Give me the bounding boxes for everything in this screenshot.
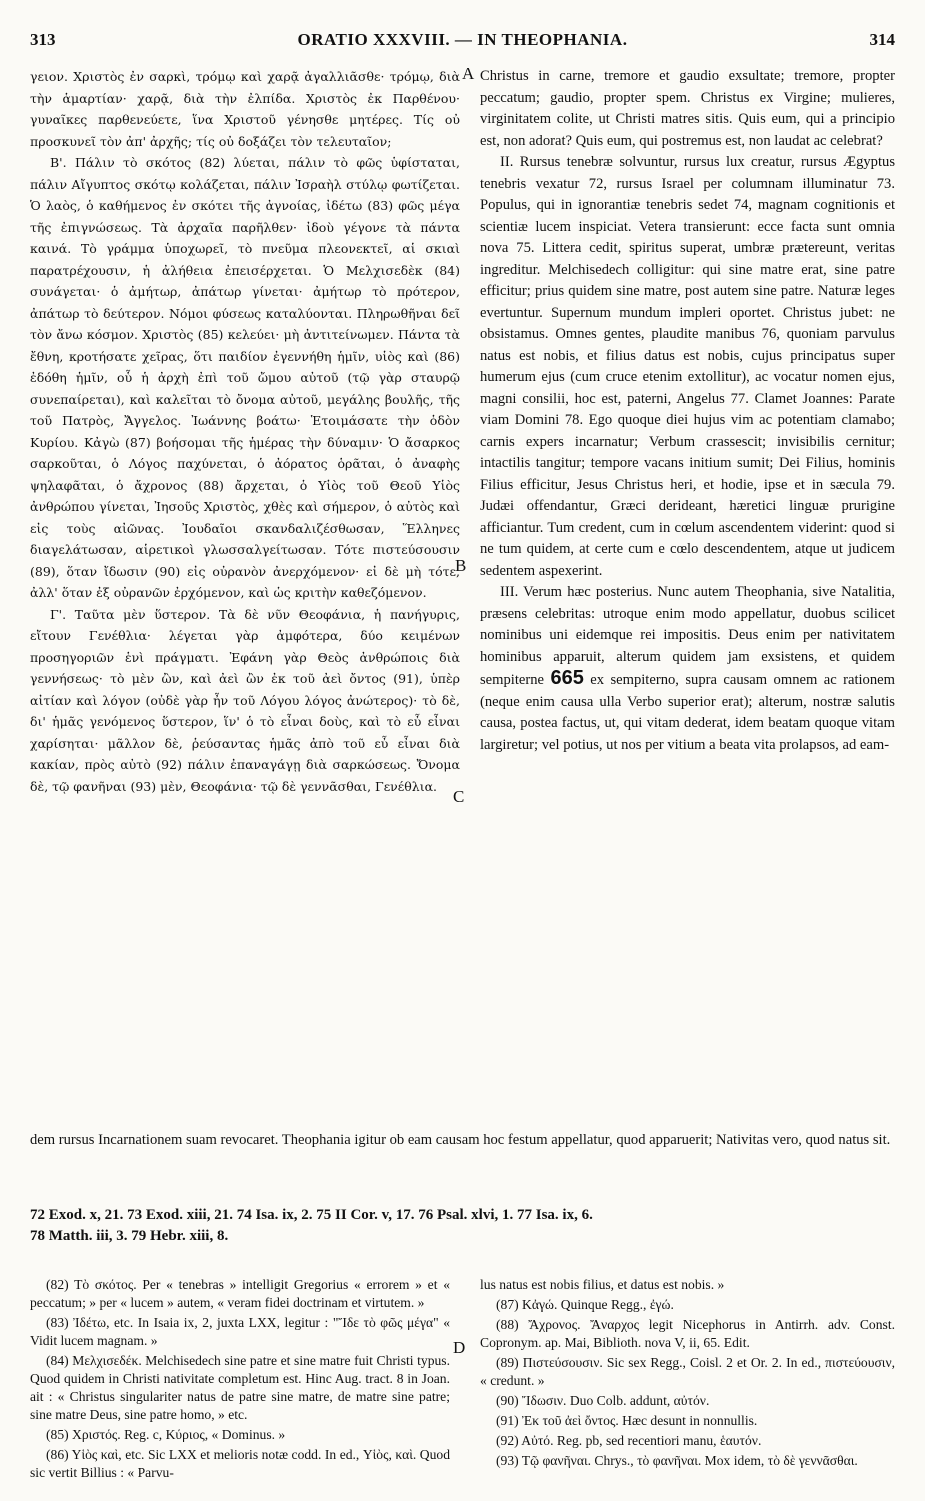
greek-column [30, 66, 460, 1130]
greek-paragraph-1: γειον. Χριστὸς ἐν σαρκὶ, τρόμῳ καὶ χαρᾷ ἀγαλλιᾶσθε· τρόμῳ, διὰ τὴν ἁμαρτίαν· χαρᾷ, διὰ τὴν ἐλπίδα. Χριστὸς ἐκ Παρθένου· γυναῖκες παρθενεύετε, ἵνα Χριστοῦ γένησθε μητέρες. Τίς οὐ προσκυνεῖ τὸν ἀπ' ἀρχῆς; τίς οὐ δοξάζει τὸν τελευταῖον; [30, 69, 460, 149]
reference-line-1: 72 Exod. x, 21. 73 Exod. xiii, 21. 74 Isa. ix, 2. 75 II Cor. v, 17. 76 Psal. xlvi, 1. 77 Isa. ix, 6. [30, 1207, 593, 1223]
footnotes-left [30, 1276, 450, 1484]
footnote: (82) Τὸ σκότος. Per « tenebras » intelligit Gregorius « errorem » et « peccatum; » per « lucem » autem, « veram fidei doctrinam et virtutem. » [30, 1277, 450, 1310]
latin-paragraph-3b: ex sempiterno, supra causam omnem ac rationem (neque enim causa ulla Verbo superior erat); alterum, nostræ salutis causa, postea factus, ut, qui vitam dederat, idem beatam quoque vitam largiretur; vel potius, ut nos per vitium a beata vita prolapsos, ad eam- [480, 672, 895, 753]
footnote: lus natus est nobis filius, et datus est nobis. » [480, 1277, 725, 1292]
footnote: (87) Κἀγώ. Quinque Regg., ἐγώ. [496, 1297, 674, 1312]
footnotes-right [480, 1276, 895, 1472]
page-number-left: 313 [30, 30, 56, 49]
footnote: (93) Τῷ φανῆναι. Chrys., τὸ φανῆναι. Mox idem, τὸ δὲ γεννᾶσθαι. [496, 1453, 858, 1468]
footnote: (88) Ἄχρονος. Ἄναρχος legit Nicephorus in Antirrh. adv. Const. Copronym. ap. Mai, Biblioth. nova V, ii, 65. Edit. [480, 1317, 895, 1350]
footnote: (90) Ἴδωσιν. Duo Colb. addunt, αὐτόν. [496, 1393, 710, 1408]
reference-line-2: 78 Matth. iii, 3. 79 Hebr. xiii, 8. [30, 1228, 229, 1244]
greek-paragraph-3: Γ'. Ταῦτα μὲν ὕστερον. Τὰ δὲ νῦν Θεοφάνια, ἡ πανήγυρις, εἴτουν Γενέθλια· λέγεται γὰρ ἀμφότερα, δύο κειμένων προσηγοριῶν ἑνὶ πράγματι. Ἐφάνη γὰρ Θεὸς ἀνθρώποις διὰ γεννήσεως· τὸ μὲν ὢν, καὶ ἀεὶ ὢν ἐκ τοῦ ἀεὶ ὄντος (91), ὑπὲρ αἰτίαν καὶ λόγον (οὐδὲ γὰρ ἦν τοῦ Λόγου λόγος ἀνώτερος)· τὸ δὲ, δι' ἡμᾶς γενόμενος ὕστερον, ἵν' ὁ τὸ εἶναι δοὺς, καὶ τὸ εὖ εἶναι χαρίσηται· μᾶλλον δὲ, ῥεύσαντας ἡμᾶς ἀπὸ τοῦ εὖ εἶναι διὰ κακίαν, πρὸς αὐτὸ (92) πάλιν ἐπαναγάγῃ διὰ σαρκώσεως. Ὄνομα δὲ, τῷ φανῆναι (93) μὲν, Θεοφάνια· τῷ δὲ γεννᾶσθαι, Γενέθλια. [30, 606, 460, 794]
page-number-right: 314 [869, 30, 895, 49]
footnote: (89) Πιστεύσουσιν. Sic sex Regg., Coisl. 2 et Or. 2. In ed., πιστεύουσιν, « credunt. » [480, 1355, 895, 1388]
footnote: (83) Ἰδέτω, etc. In Isaia ix, 2, juxta LXX, legitur : "Ἴδε τὸ φῶς μέγα" « Vidit lucem magnam. » [30, 1315, 450, 1348]
scripture-references [30, 1205, 895, 1247]
margin-letter-d: D [453, 1338, 466, 1357]
fullwidth-continuation: dem rursus Incarnationem suam revocaret. Theophania igitur ob eam causam hoc festum appellatur, quod apparuerit; Nativitas vero, quod natus sit. [30, 1132, 891, 1148]
footnote: (92) Αὐτό. Reg. pb, sed recentiori manu, ἑαυτόν. [496, 1433, 762, 1448]
running-title: ORATIO XXXVIII. — IN THEOPHANIA. [297, 30, 628, 49]
latin-paragraph-1: Christus in carne, tremore et gaudio exsultate; tremore, propter peccatum; gaudio, propter spem. Christus ex Virgine; mulieres, virginitatem colite, ut Christi matres sitis. Quis eum, qui a principio est, non adorat? Quis eum, qui postremus est, non laudat ac celebrat? [480, 68, 895, 149]
margin-letter-c: C [453, 787, 465, 806]
footnote: (86) Υἱὸς καὶ, etc. Sic LXX et melioris notæ codd. In ed., Υἱὸς, καὶ. Quod sic vertit Billius : « Parvu- [30, 1447, 450, 1480]
latin-paragraph-3 [480, 582, 895, 756]
latin-paragraph-3a: III. Verum hæc posterius. Nunc autem Theophania, sive Natalitia, præsens celebritas: utroque enim modo appellatur, duobus scilicet nominibus uni eidemque rei impositis. Deus enim per nativitatem hominibus apparuit, alterum quidem jam exsistens, et quidem sempiterne [480, 584, 895, 688]
footnote: (84) Μελχισεδέκ. Melchisedech sine patre et sine matre fuit Christi typus. Quod quidem in Christi nativitate completum est. Hinc Aug. tract. 8 in Joan. ait : « Christus singulariter natus de patre sine matre, de matre sine patre; sine matre Deus, sine patre homo, » etc. [30, 1353, 450, 1422]
margin-letter-a: A [462, 64, 475, 83]
latin-column [480, 66, 895, 1130]
footnote: (85) Χριστός. Reg. c, Κύριος, « Dominus. » [46, 1427, 286, 1442]
latin-paragraph-2: II. Rursus tenebræ solvuntur, rursus lux creatur, rursus Ægyptus tenebris vexatur 72, rursus Israel per columnam illuminatur 73. Populus, qui in ignorantiæ tenebris sedet 74, magnam cognitionis et scientiæ lucem inspiciat. Vetera transierunt: ecce facta sunt omnia nova 75. Littera cedit, spiritus superat, umbræ prætereunt, veritas ingreditur. Melchisedech colligitur: qui sine matre erat, sine patre efficitur; prius quidem sine matre, post autem sine patre. Naturæ leges evertuntur. Supernum mundum impleri oportet. Christus jubet: ne obsistamus. Omnes gentes, plaudite manibus 76, quoniam parvulus natus est nobis, et filius datus est nobis, cujus principatus super humerum ejus (cum cruce etenim extollitur), ac vocatur nomen ejus, magni consilii, hoc est, paterni, Angelus 77. Clamet Joannes: Parate viam Domini 78. Ego quoque diei hujus vim ac potentiam clamabo; carnis expers incarnatur; Verbum crassescit; invisibilis cernitur; intactilis tangitur; tempore vacans initium sumit; Dei Filius, hominis Filius efficitur, Jesus Christus heri, et hodie, ipse et in sæcula 79. Judæi offendantur, Græci derideant, hæretici linguæ prurigine afficiantur. Tum credent, cum in cœlum ascendentem viderint: quod si ne tum quidem, at certe cum e cœlo descendentem, atque ut judicem sedentem aspexerint. [480, 154, 895, 579]
footnote: (91) Ἐκ τοῦ ἀεὶ ὄντος. Hæc desunt in nonnullis. [496, 1413, 758, 1428]
greek-paragraph-2: Β'. Πάλιν τὸ σκότος (82) λύεται, πάλιν τὸ φῶς ὑφίσταται, πάλιν Αἴγυπτος σκότῳ κολάζεται, πάλιν Ἰσραὴλ στύλῳ φωτίζεται. Ὁ λαὸς, ὁ καθήμενος ἐν σκότει τῆς ἀγνοίας, ἰδέτω (83) φῶς μέγα τῆς ἐπιγνώσεως. Τὰ ἀρχαῖα παρῆλθεν· ἰδοὺ γέγονε τὰ πάντα καινά. Τὸ γράμμα ὑποχωρεῖ, τὸ πνεῦμα πλεονεκτεῖ, αἱ σκιαὶ παρατρέχουσιν, ἡ ἀλήθεια ἐπεισέρχεται. Ὁ Μελχισεδὲκ (84) συνάγεται· ὁ ἀμήτωρ, ἀπάτωρ γίνεται· ἀμήτωρ τὸ πρότερον, ἀπάτωρ τὸ δεύτερον. Νόμοι φύσεως καταλύονται. Πληρωθῆναι δεῖ τὸν ἄνω κόσμον. Χριστὸς (85) κελεύει· μὴ ἀντιτείνωμεν. Πάντα τὰ ἔθνη, κροτήσατε χεῖρας, ὅτι παιδίον ἐγεννήθη ἡμῖν, υἱὸς καὶ (86) ἐδόθη ἡμῖν, οὗ ἡ ἀρχὴ ἐπὶ τοῦ ὤμου αὐτοῦ (τῷ γὰρ σταυρῷ συνεπαίρεται), καὶ καλεῖται τὸ ὄνομα αὐτοῦ, μεγάλης βουλῆς, τῆς τοῦ Πατρὸς, Ἄγγελος. Ἰωάννης βοάτω· Ἑτοιμάσατε τὴν ὁδὸν Κυρίου. Κἀγὼ (87) βοήσομαι τῆς ἡμέρας τὴν δύναμιν· Ὁ ἄσαρκος σαρκοῦται, ὁ Λόγος παχύνεται, ὁ ἀόρατος ὁρᾶται, ὁ ἀναφὴς ψηλαφᾶται, ὁ ἄχρονος (88) ἄρχεται, ὁ Υἱὸς τοῦ Θεοῦ Υἱὸς ἀνθρώπου γίνεται, Ἰησοῦς Χριστὸς, χθὲς καὶ σήμερον, ὁ αὐτὸς καὶ εἰς τοὺς αἰῶνας. Ἰουδαῖοι σκανδαλιζέσθωσαν, Ἕλληνες διαγελάτωσαν, αἱρετικοὶ γλωσσαλγείτωσαν. Τότε πιστεύσουσιν (89), ὅταν ἴδωσιν (90) εἰς οὐρανὸν ἀνερχόμενον· εἰ δὲ μὴ τότε, ἀλλ' ὅταν ἐξ οὐρανῶν ἐρχόμενον, καὶ ὡς κριτὴν καθεζόμενον. [30, 155, 460, 600]
page-header [30, 30, 895, 60]
margin-letter-b: B [455, 556, 467, 575]
column-number-badge: 665 [550, 667, 584, 689]
